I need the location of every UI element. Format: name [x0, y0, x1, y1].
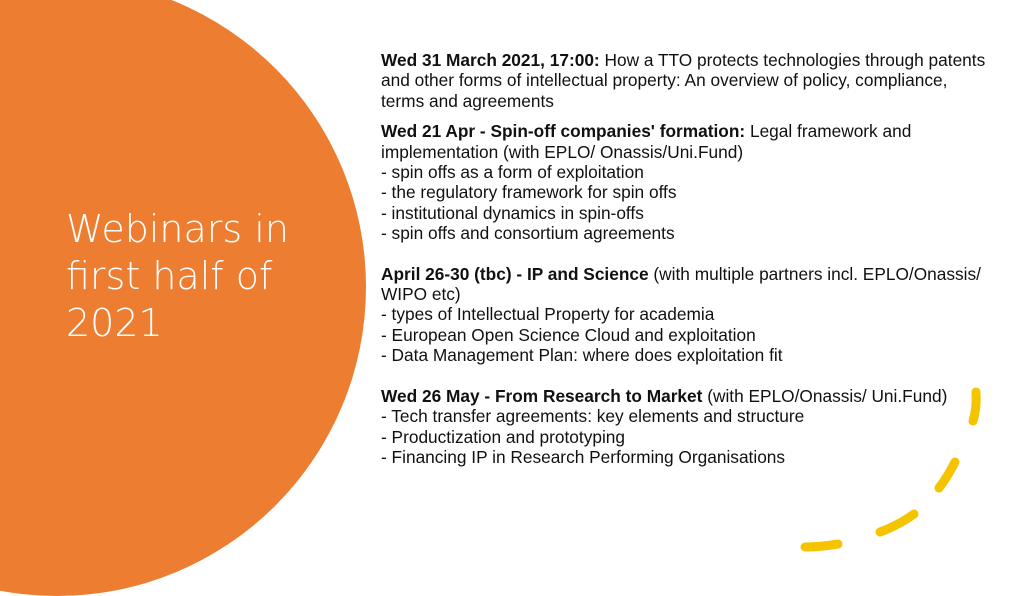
session-2-date-title: Wed 21 Apr - Spin-off companies' formation:: [381, 121, 746, 142]
session-3-intro: (with multiple partners incl. EPLO/Onassis/ WIPO etc): [381, 263, 981, 305]
session-4-point: - Tech transfer agreements: key elements and structure: [381, 406, 805, 427]
session-4-intro: (with EPLO/Onassis/ Uni.Fund): [702, 385, 948, 406]
slide-title: Webinars in first half of 2021: [66, 207, 289, 345]
session-4-point: - Financing IP in Research Performing Organisations: [381, 446, 786, 467]
session-3-point: - types of Intellectual Property for academia: [381, 304, 715, 325]
session-2-intro: Legal framework and implementation (with EPLO/ Onassis/Uni.Fund): [381, 121, 912, 162]
session-3-point: - European Open Science Cloud and exploitation: [381, 324, 756, 345]
session-3-date-title: April 26-30 (tbc) - IP and Science: [381, 263, 649, 284]
session-2-point: - institutional dynamics in spin-offs: [381, 202, 644, 223]
session-4-point: - Productization and prototyping: [381, 426, 626, 447]
arc-dash-4: [805, 544, 838, 547]
session-2-point: - spin offs as a form of exploitation: [381, 162, 644, 183]
session-2-point: - spin offs and consortium agreements: [381, 223, 675, 244]
arc-dash-2: [939, 462, 955, 488]
session-1-intro: How a TTO protects technologies through patents and other forms of intellectual property: An overview of policy, compliance, terms and agreements: [381, 50, 986, 111]
arc-dash-3: [880, 514, 914, 532]
session-3-point: - Data Management Plan: where does exploitation fit: [381, 345, 783, 366]
arc-dash-1: [973, 392, 976, 421]
session-1-date-title: Wed 31 March 2021, 17:00:: [381, 50, 600, 70]
session-2-point: - the regulatory framework for spin offs: [381, 182, 677, 203]
session-4-date-title: Wed 26 May - From Research to Market: [381, 385, 703, 406]
